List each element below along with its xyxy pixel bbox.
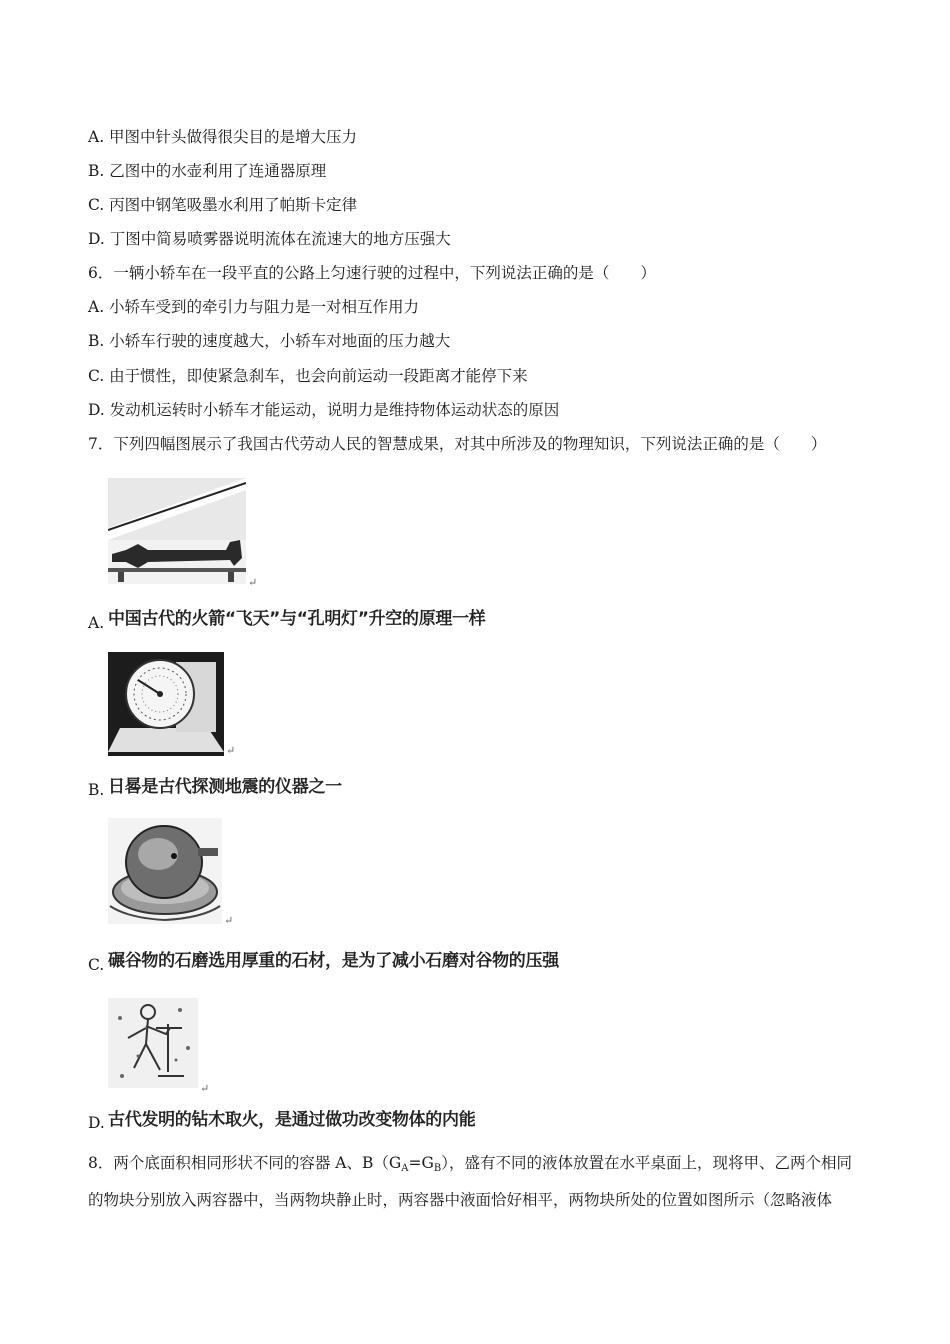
q7-option-d-caption: 古代发明的钻木取火，是通过做功改变物体的内能	[108, 1110, 476, 1130]
return-mark: ↵	[248, 576, 258, 589]
q7-option-b-caption: 日晷是古代探测地震的仪器之一	[108, 777, 342, 797]
q8-sub-a: A	[401, 1163, 409, 1174]
return-mark: ↵	[224, 914, 234, 927]
millstone-figure	[108, 818, 222, 924]
q7-option-a-caption: 中国古代的火箭“飞天”与“孔明灯”升空的原理一样	[108, 609, 486, 629]
q6-option-d: D. 发动机运转时小轿车才能运动，说明力是维持物体运动状态的原因	[88, 401, 560, 419]
sundial-figure	[108, 652, 224, 756]
return-mark: ↵	[226, 744, 236, 757]
q7-stem: 7．下列四幅图展示了我国古代劳动人民的智慧成果，对其中所涉及的物理知识，下列说法正确的是（ ）	[88, 435, 827, 453]
q8-stem-line2: 的物块分别放入两容器中，当两物块静止时，两容器中液面恰好相平，两物块所处的位置如图所示（忽略液体	[88, 1191, 833, 1209]
q6-option-a: A. 小轿车受到的牵引力与阻力是一对相互作用力	[88, 298, 420, 316]
rocket-figure	[108, 478, 246, 584]
q7-option-b-letter: B.	[88, 781, 105, 799]
q7-option-c-caption: 碾谷物的石磨选用厚重的石材，是为了减小石磨对谷物的压强	[108, 951, 559, 971]
q7-option-d-letter: D.	[88, 1114, 105, 1132]
q8-line1-post: ），盛有不同的液体放置在水平桌面上，现将甲、乙两个相同	[441, 1154, 852, 1172]
q8-eq: =G	[408, 1154, 434, 1172]
q6-option-b: B. 小轿车行驶的速度越大，小轿车对地面的压力越大	[88, 332, 451, 350]
q6-option-c: C. 由于惯性，即使紧急刹车，也会向前运动一段距离才能停下来	[88, 367, 528, 385]
q8-line1-pre: 8．两个底面积相同形状不同的容器 A、B（G	[88, 1154, 402, 1172]
return-mark: ↵	[200, 1082, 210, 1095]
q5-option-c: C. 丙图中钢笔吸墨水利用了帕斯卡定律	[88, 196, 358, 214]
q7-option-a-letter: A.	[88, 614, 105, 632]
q6-stem: 6．一辆小轿车在一段平直的公路上匀速行驶的过程中，下列说法正确的是（ ）	[88, 264, 656, 282]
q8-sub-b: B	[433, 1163, 442, 1174]
q5-option-a: A. 甲图中针头做得很尖目的是增大压力	[88, 128, 358, 146]
q5-option-d: D. 丁图中简易喷雾器说明流体在流速大的地方压强大	[88, 230, 451, 248]
q5-option-b: B. 乙图中的水壶利用了连通器原理	[88, 162, 327, 180]
q7-option-c-letter: C.	[88, 956, 105, 974]
q8-stem-line1	[88, 1153, 852, 1179]
drill-fire-figure	[108, 998, 198, 1088]
